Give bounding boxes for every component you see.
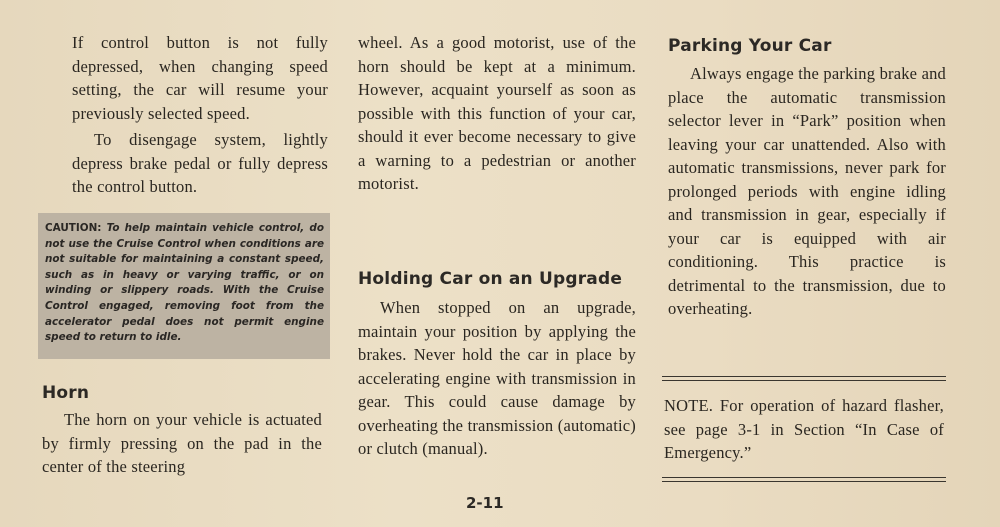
note-section: [664, 394, 944, 465]
horn-section: [42, 383, 322, 479]
note-top-rule: [662, 376, 946, 377]
column-1: [72, 31, 328, 199]
caution-label: CAUTION:: [45, 222, 102, 234]
page-number: 2-11: [466, 494, 504, 512]
column-2: [358, 31, 636, 196]
note-bottom-rule-2: [662, 481, 946, 482]
caution-paragraph: [45, 221, 324, 346]
caution-box: [38, 213, 330, 359]
cruise-disengage-paragraph: To disengage system, lightly depress brake pedal or fully depress the control button.: [72, 130, 328, 196]
note-bottom-rule: [662, 477, 946, 478]
upgrade-heading: Holding Car on an Upgrade: [358, 269, 623, 289]
upgrade-section: [358, 269, 636, 461]
horn-paragraph: The horn on your vehicle is actuated by firmly pressing on the pad in the center of the steering: [42, 410, 322, 476]
horn-continued-paragraph: wheel. As a good motorist, use of the horn should be kept at a minimum. However, acquaint yourself as soon as possible with this function of your car, should it ever become necessary to give a warning to a pedestrian or another motorist.: [358, 33, 636, 193]
parking-section: [668, 36, 946, 321]
cruise-resume-paragraph: If control button is not fully depressed, when changing speed setting, the car will resume your previously selected speed.: [72, 33, 328, 123]
horn-heading: Horn: [42, 383, 90, 403]
parking-heading: Parking Your Car: [668, 36, 832, 56]
caution-text: To help maintain vehicle control, do not use the Cruise Control when conditions are not suitable for maintaining a constant speed, such as in heavy or varying traffic, or on winding or slippery roads. With the Cruise Control engaged, removing foot from the accelerator pedal does not permit engine speed to return to idle.: [45, 222, 324, 344]
note-top-rule-2: [662, 380, 946, 381]
upgrade-paragraph: When stopped on an upgrade, maintain your position by applying the brakes. Never hold the car in place by accelerating engine with transmission in gear. This could cause damage by overheating the transmission (automatic) or clutch (manual).: [358, 298, 636, 458]
parking-paragraph: Always engage the parking brake and place the automatic transmission selector lever in “Park” position when leaving your car unattended. Also with automatic transmissions, never park for prolonged periods with engine idling and transmission in gear, especially if your car is equipped with air conditioning. This practice is detrimental to the transmission, due to overheating.: [668, 64, 946, 318]
note-paragraph: NOTE. For operation of hazard flasher, see page 3-1 in Section “In Case of Emergency.”: [664, 396, 944, 462]
